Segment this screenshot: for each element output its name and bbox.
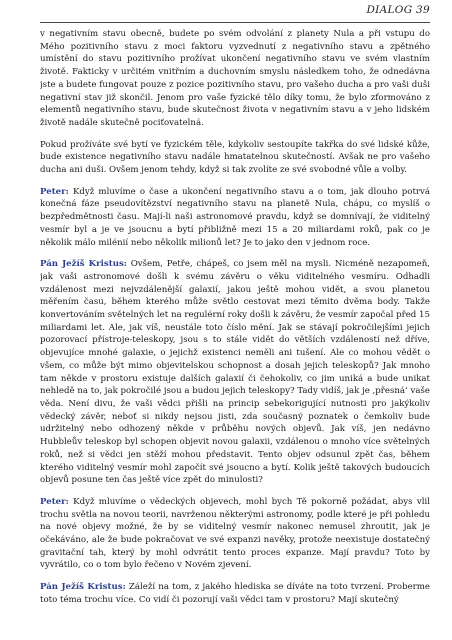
- paragraph-text: Ovšem, Petře, chápeš, co jsem měl na mysli. Nicméně nezapomeň, jak vaši astronomové došli k svému závěru o věku viditelného vesmíru. Odhadli vzdálenost mezi nejvzdálenější galaxií, jakou ještě mohou vidět, a svou planetou měřením času, během kterého může světlo cestovat mezi těmito dvěma body. Takže konvertováním světelných let na regulérní roky došli k závěru, že vesmír započal před 15 miliardami let. Ale, jak víš, neustále toto číslo mění. Jak se stávají pokročilejšími jejich pozorovací přístroje-teleskopy, jsou s to stále vidět do větších vzdáleností než dříve, objevujíce mnohé galaxie, o jejichž existenci neměli ani tušení. Ale co mohou vědět o všem, co může být mimo objevitelskou schopnost a dosah jejich teleskopů? Jak mnoho tam někde v prostoru existuje dalších galaxií či čehokoliv, co jim uniká a bude unikat nehledě na to, jak pokročilé jsou a budou jejich teleskopy? Tady vidíš, jak je ‚přesná‘ vaše věda. Není divu, že vaši vědci přišli na princip sebekorigující nutnosti pro jakýkoliv vědecký závěr, neboť si nikdy nejsou jisti, zda současný poznatek o čemkoliv bude udržitelný nebo odhozený někde v průběhu nových objevů. Jak víš, jen nedávno Hubbleův teleskop byl schopen objevit novou galaxii, vzdálenou o mnoho více světelných roků, než si vědci jen stěží mohou představit. Tento objev odsunul zpět čas, během kterého viditelný vesmír mohl započít své jsoucno a bytí. Kolik ještě takových budoucích objevů posune ten čas ještě více zpět do minulosti?: [40, 259, 430, 486]
- paragraph: [40, 581, 430, 606]
- paragraph: [40, 186, 430, 250]
- speaker-name: Peter:: [40, 496, 69, 507]
- paragraph-text: Když mluvíme o vědeckých objevech, mohl bych Tě pokorně požádat, abys vlil trochu světla na novou teorii, navrženou některými astronomy, podle které je při pohledu na nové objevy možné, že by se viditelný vesmír nakonec nemusel zhroutit, jak je očekáváno, ale že bude pokračovat ve své expanzi navěky, protože neexistuje dostatečný gravitační tah, který by mohl odvrátit tento proces expanze. Mají pravdu? Toto by vyvrátilo, co o tom bylo řečeno v Novém zjevení.: [40, 496, 430, 571]
- speaker-name: Peter:: [40, 186, 69, 197]
- paragraph-text: Záleží na tom, z jakého hlediska se díváte na toto tvrzení. Proberme toto téma trochu více. Co vidí či pozorují vaši vědci tam v prostoru? Mají skutečný: [40, 582, 430, 605]
- speaker-name: Pán Ježíš Kristus:: [40, 582, 126, 593]
- paragraph: [40, 28, 430, 130]
- page-header: DIALOG 39: [366, 4, 430, 16]
- paragraph: [40, 139, 430, 177]
- header-rule: [40, 22, 430, 23]
- paragraph-text: Když mluvíme o čase a ukončení negativního stavu a o tom, jak dlouho potrvá konečná fáze pseudovítězství negativního stavu na planetě Nula, chápu, co myslíš o bezpředmětnosti času. Mají-li naši astronomové pravdu, když se domnívají, že viditelný vesmír byl a je ve jsoucnu a bytí přibližně mezi 15 a 20 miliardami roků, pak co je několik málo milénií nebo několik milionů let? Je to jako den v jednom roce.: [40, 186, 430, 248]
- paragraph: [40, 258, 430, 487]
- speaker-name: Pán Ježíš Kristus:: [40, 259, 127, 270]
- paragraph-text: v negativním stavu obecně, budete po svém odvolání z planety Nula a při vstupu do Mého pozitivního stavu z moci faktoru vyzvednutí z negativního stavu a zpětného umístění do stavu pozitivního prožívat ukončení negativního stavu ve svém vlastním životě. Fakticky v určitém vnitřním a duchovním smyslu následkem toho, že odnedávna jste a budete fungovat pouze z pozice pozitivního stavu, pro vašeho ducha a pro vaši duši negativní stav již skončil. Jenom pro vaše fyzické tělo díky tomu, že bylo zformováno z elementů negativního stavu, bude skutečnost života v negativním stavu a v jeho lidském životě nadále skutečně pociťovatelná.: [40, 29, 430, 128]
- paragraph: [40, 496, 430, 572]
- page-body: [40, 28, 430, 634]
- paragraph-text: Pokud prožíváte své bytí ve fyzickém těle, kdykoliv sestoupíte takřka do své lidské kůže, bude existence negativního stavu nadále hmatatelnou skutečností. Avšak ne pro vašeho ducha ani duši. Ovšem jenom tehdy, když si tak zvolíte ze své svobodné vůle a volby.: [40, 139, 430, 176]
